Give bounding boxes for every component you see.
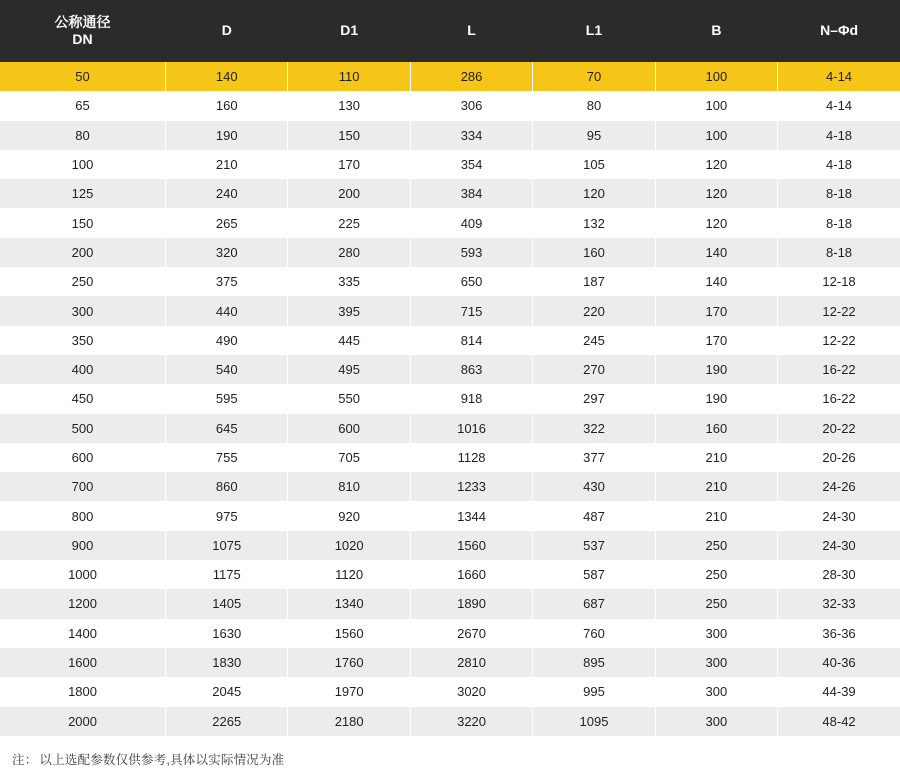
cell-nd: 4-14: [778, 91, 900, 120]
cell-dn: 350: [0, 326, 166, 355]
column-header-d: [166, 0, 288, 62]
cell-b: 300: [655, 619, 777, 648]
cell-dn: 125: [0, 179, 166, 208]
cell-nd: 24-30: [778, 531, 900, 560]
cell-l: 918: [410, 384, 532, 413]
cell-l1: 430: [533, 472, 655, 501]
table-row[interactable]: [0, 91, 900, 120]
cell-l: 1890: [410, 589, 532, 618]
cell-l1: 70: [533, 62, 655, 91]
cell-dn: 1200: [0, 589, 166, 618]
cell-l1: 1095: [533, 707, 655, 736]
cell-d: 490: [166, 326, 288, 355]
cell-l1: 995: [533, 677, 655, 706]
table-header: [0, 0, 900, 62]
cell-l1: 95: [533, 121, 655, 150]
footnote-label: 注：: [12, 752, 38, 767]
table-row[interactable]: [0, 707, 900, 736]
table-row[interactable]: [0, 472, 900, 501]
cell-l: 306: [410, 91, 532, 120]
table-row[interactable]: [0, 121, 900, 150]
cell-d: 440: [166, 296, 288, 325]
cell-d1: 225: [288, 208, 410, 237]
cell-d1: 1340: [288, 589, 410, 618]
table-header-row: [0, 0, 900, 62]
cell-dn: 700: [0, 472, 166, 501]
cell-b: 190: [655, 384, 777, 413]
cell-l1: 760: [533, 619, 655, 648]
cell-d1: 1970: [288, 677, 410, 706]
cell-nd: 4-18: [778, 121, 900, 150]
table-row[interactable]: [0, 619, 900, 648]
cell-b: 120: [655, 179, 777, 208]
cell-dn: 250: [0, 267, 166, 296]
cell-d1: 170: [288, 150, 410, 179]
cell-d1: 705: [288, 443, 410, 472]
cell-dn: 200: [0, 238, 166, 267]
cell-dn: 600: [0, 443, 166, 472]
cell-d: 210: [166, 150, 288, 179]
cell-l: 384: [410, 179, 532, 208]
table-row[interactable]: [0, 677, 900, 706]
table-row[interactable]: [0, 531, 900, 560]
column-header-l1-line1: L1: [585, 22, 603, 39]
cell-d1: 395: [288, 296, 410, 325]
table-row[interactable]: [0, 208, 900, 237]
cell-dn: 500: [0, 414, 166, 443]
column-header-d1: [288, 0, 410, 62]
cell-nd: 36-36: [778, 619, 900, 648]
cell-dn: 800: [0, 501, 166, 530]
cell-l: 2670: [410, 619, 532, 648]
cell-nd: 8-18: [778, 179, 900, 208]
table-row[interactable]: [0, 560, 900, 589]
cell-b: 300: [655, 677, 777, 706]
footnote: [0, 736, 900, 770]
cell-d1: 2180: [288, 707, 410, 736]
table-body: [0, 62, 900, 736]
cell-l1: 895: [533, 648, 655, 677]
table-row[interactable]: [0, 62, 900, 91]
cell-b: 300: [655, 648, 777, 677]
column-header-l1: [533, 0, 655, 62]
cell-d1: 600: [288, 414, 410, 443]
cell-nd: 8-18: [778, 208, 900, 237]
cell-b: 190: [655, 355, 777, 384]
cell-d1: 110: [288, 62, 410, 91]
cell-dn: 65: [0, 91, 166, 120]
cell-b: 170: [655, 326, 777, 355]
cell-dn: 1000: [0, 560, 166, 589]
cell-l1: 160: [533, 238, 655, 267]
cell-b: 140: [655, 238, 777, 267]
table-row[interactable]: [0, 355, 900, 384]
table-row[interactable]: [0, 501, 900, 530]
cell-d: 1630: [166, 619, 288, 648]
cell-l1: 80: [533, 91, 655, 120]
cell-l: 334: [410, 121, 532, 150]
cell-nd: 28-30: [778, 560, 900, 589]
cell-l1: 587: [533, 560, 655, 589]
cell-d: 540: [166, 355, 288, 384]
column-header-dn-line1: 公称通径: [54, 13, 111, 30]
cell-dn: 1600: [0, 648, 166, 677]
column-header-b-line1: B: [711, 22, 722, 39]
cell-l: 814: [410, 326, 532, 355]
cell-b: 140: [655, 267, 777, 296]
cell-dn: 50: [0, 62, 166, 91]
cell-dn: 2000: [0, 707, 166, 736]
cell-l1: 132: [533, 208, 655, 237]
column-header-b: [655, 0, 777, 62]
cell-nd: 4-14: [778, 62, 900, 91]
cell-dn: 100: [0, 150, 166, 179]
cell-d: 595: [166, 384, 288, 413]
cell-b: 300: [655, 707, 777, 736]
cell-dn: 300: [0, 296, 166, 325]
cell-l1: 537: [533, 531, 655, 560]
cell-d1: 335: [288, 267, 410, 296]
cell-b: 160: [655, 414, 777, 443]
cell-d: 375: [166, 267, 288, 296]
table-row[interactable]: [0, 384, 900, 413]
cell-l: 286: [410, 62, 532, 91]
cell-d: 140: [166, 62, 288, 91]
cell-nd: 16-22: [778, 355, 900, 384]
column-header-l-line1: L: [467, 22, 476, 39]
cell-dn: 900: [0, 531, 166, 560]
cell-l1: 687: [533, 589, 655, 618]
table-row[interactable]: [0, 414, 900, 443]
cell-l1: 187: [533, 267, 655, 296]
column-header-dn-line2: DN: [72, 31, 93, 47]
cell-b: 120: [655, 150, 777, 179]
cell-b: 250: [655, 560, 777, 589]
cell-b: 250: [655, 589, 777, 618]
cell-b: 250: [655, 531, 777, 560]
cell-l: 863: [410, 355, 532, 384]
cell-d: 265: [166, 208, 288, 237]
cell-dn: 450: [0, 384, 166, 413]
table-row[interactable]: [0, 589, 900, 618]
cell-b: 210: [655, 501, 777, 530]
cell-l: 409: [410, 208, 532, 237]
cell-dn: 1800: [0, 677, 166, 706]
cell-d1: 200: [288, 179, 410, 208]
cell-l: 1128: [410, 443, 532, 472]
cell-d: 975: [166, 501, 288, 530]
table-row[interactable]: [0, 267, 900, 296]
cell-d: 160: [166, 91, 288, 120]
column-header-l: [410, 0, 532, 62]
cell-l1: 487: [533, 501, 655, 530]
cell-d1: 920: [288, 501, 410, 530]
cell-nd: 8-18: [778, 238, 900, 267]
cell-l1: 377: [533, 443, 655, 472]
cell-d: 1075: [166, 531, 288, 560]
table-row[interactable]: [0, 296, 900, 325]
cell-nd: 4-18: [778, 150, 900, 179]
table-row[interactable]: [0, 179, 900, 208]
cell-d1: 280: [288, 238, 410, 267]
cell-nd: 24-26: [778, 472, 900, 501]
cell-b: 170: [655, 296, 777, 325]
cell-d1: 810: [288, 472, 410, 501]
cell-l: 650: [410, 267, 532, 296]
column-header-nd: [778, 0, 900, 62]
cell-d: 2045: [166, 677, 288, 706]
cell-dn: 150: [0, 208, 166, 237]
cell-l1: 322: [533, 414, 655, 443]
cell-d1: 1120: [288, 560, 410, 589]
column-header-dn: [0, 0, 166, 62]
table-row[interactable]: [0, 238, 900, 267]
cell-l: 1016: [410, 414, 532, 443]
cell-d1: 1760: [288, 648, 410, 677]
cell-d: 320: [166, 238, 288, 267]
cell-dn: 400: [0, 355, 166, 384]
table-row[interactable]: [0, 648, 900, 677]
cell-d: 190: [166, 121, 288, 150]
cell-l: 1344: [410, 501, 532, 530]
cell-l: 593: [410, 238, 532, 267]
cell-l: 1660: [410, 560, 532, 589]
cell-d1: 550: [288, 384, 410, 413]
cell-d1: 495: [288, 355, 410, 384]
cell-d: 2265: [166, 707, 288, 736]
cell-nd: 24-30: [778, 501, 900, 530]
cell-l1: 245: [533, 326, 655, 355]
cell-dn: 80: [0, 121, 166, 150]
cell-b: 210: [655, 472, 777, 501]
cell-b: 120: [655, 208, 777, 237]
cell-l: 3220: [410, 707, 532, 736]
cell-b: 100: [655, 62, 777, 91]
cell-b: 100: [655, 121, 777, 150]
cell-l: 2810: [410, 648, 532, 677]
cell-d: 645: [166, 414, 288, 443]
cell-d1: 1020: [288, 531, 410, 560]
cell-nd: 16-22: [778, 384, 900, 413]
cell-nd: 12-22: [778, 296, 900, 325]
cell-d: 1175: [166, 560, 288, 589]
cell-nd: 48-42: [778, 707, 900, 736]
cell-nd: 12-22: [778, 326, 900, 355]
column-header-d1-line1: D1: [340, 22, 359, 39]
cell-d: 860: [166, 472, 288, 501]
cell-d: 240: [166, 179, 288, 208]
table-row[interactable]: [0, 150, 900, 179]
cell-d1: 130: [288, 91, 410, 120]
cell-l: 1233: [410, 472, 532, 501]
cell-dn: 1400: [0, 619, 166, 648]
cell-l: 3020: [410, 677, 532, 706]
cell-nd: 20-26: [778, 443, 900, 472]
cell-l1: 297: [533, 384, 655, 413]
cell-d1: 150: [288, 121, 410, 150]
cell-l1: 220: [533, 296, 655, 325]
table-row[interactable]: [0, 326, 900, 355]
cell-l1: 120: [533, 179, 655, 208]
cell-nd: 12-18: [778, 267, 900, 296]
column-header-nd-line1: N–Φd: [820, 22, 859, 39]
cell-nd: 40-36: [778, 648, 900, 677]
cell-d: 755: [166, 443, 288, 472]
cell-nd: 44-39: [778, 677, 900, 706]
cell-b: 210: [655, 443, 777, 472]
cell-l: 715: [410, 296, 532, 325]
cell-nd: 20-22: [778, 414, 900, 443]
cell-l1: 105: [533, 150, 655, 179]
cell-l: 1560: [410, 531, 532, 560]
footnote-text: 以上选配参数仅供参考,具体以实际情况为准: [39, 752, 285, 767]
cell-b: 100: [655, 91, 777, 120]
cell-d1: 445: [288, 326, 410, 355]
cell-d: 1405: [166, 589, 288, 618]
cell-nd: 32-33: [778, 589, 900, 618]
cell-l: 354: [410, 150, 532, 179]
table-row[interactable]: [0, 443, 900, 472]
cell-d1: 1560: [288, 619, 410, 648]
cell-l1: 270: [533, 355, 655, 384]
cell-d: 1830: [166, 648, 288, 677]
column-header-d-line1: D: [221, 22, 232, 39]
